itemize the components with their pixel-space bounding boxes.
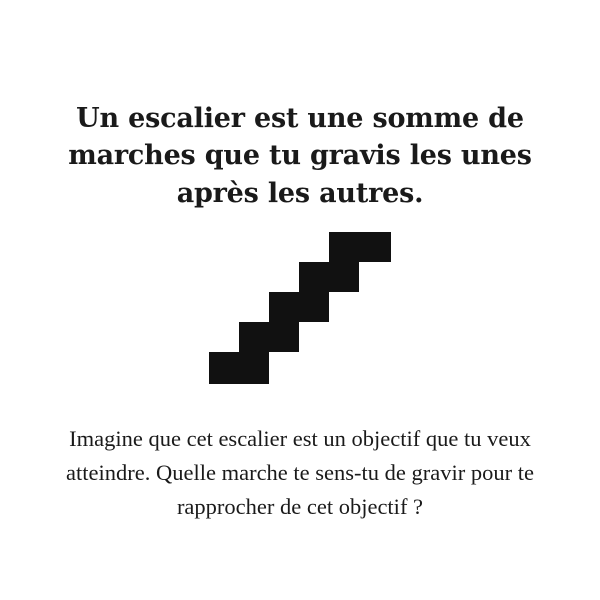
staircase-icon <box>209 232 391 384</box>
body-paragraph: Imagine que cet escalier est un objectif que tu veux atteindre. Quelle marche te sens-tu de gravir pour te rapprocher de cet objectif ? <box>66 426 534 520</box>
staircase-illustration <box>0 232 600 397</box>
page-title: Un escalier est une somme de marches que tu gravis les unes après les autres. <box>68 103 532 209</box>
